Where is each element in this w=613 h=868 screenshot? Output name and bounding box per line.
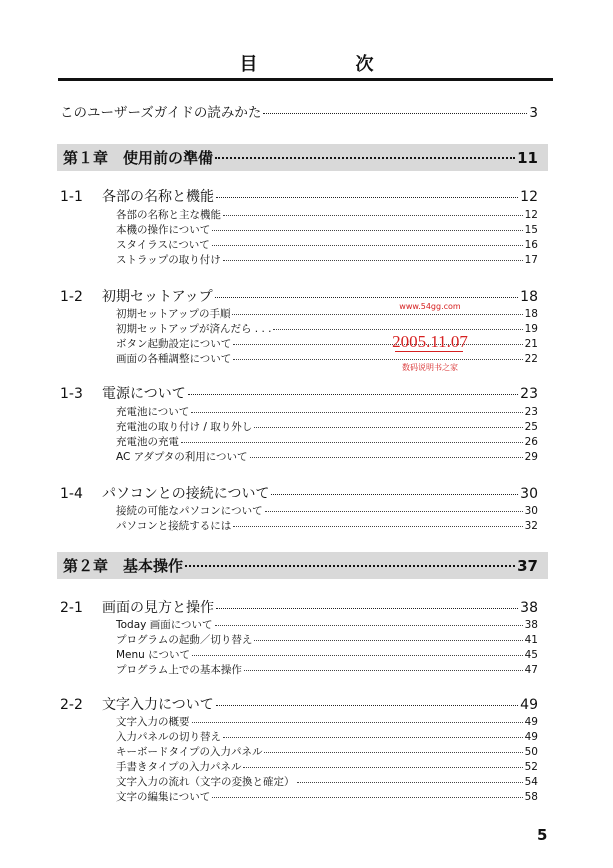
item-page: 17 — [524, 254, 538, 266]
leader-dots — [215, 625, 523, 626]
item-label: キーボードタイプの入力パネル — [116, 746, 263, 758]
leader-dots — [212, 245, 523, 246]
item-page: 29 — [524, 451, 538, 463]
leader-dots — [233, 526, 522, 527]
toc-section[interactable] — [60, 186, 538, 206]
toc-item[interactable] — [116, 404, 538, 419]
item-label: 接続の可能なパソコンについて — [116, 505, 263, 517]
section-label: 各部の名称と機能 — [102, 189, 214, 205]
item-label: AC アダプタの利用について — [116, 451, 248, 463]
toc-item[interactable] — [116, 774, 538, 789]
item-page: 38 — [524, 619, 538, 631]
toc-item[interactable] — [116, 252, 538, 267]
leader-dots — [215, 297, 519, 298]
item-label: ストラップの取り付け — [116, 254, 221, 266]
leader-dots — [188, 394, 518, 395]
toc-section[interactable] — [60, 483, 538, 503]
leader-dots — [232, 314, 522, 315]
leader-dots — [265, 511, 523, 512]
item-label: Menu について — [116, 649, 190, 661]
toc-section[interactable] — [60, 383, 538, 403]
item-page: 54 — [524, 776, 538, 788]
leader-dots — [216, 705, 518, 706]
item-page: 26 — [524, 436, 538, 448]
section-label: 初期セットアップ — [102, 289, 213, 305]
chapter-label: 第１章 使用前の準備 — [63, 149, 214, 167]
item-page: 45 — [524, 649, 538, 661]
chapter-page: 11 — [517, 149, 538, 167]
item-page: 25 — [524, 421, 538, 433]
stamp-name: 数码说明书之家 — [402, 363, 458, 372]
item-page: 47 — [524, 664, 538, 676]
leader-dots — [254, 427, 522, 428]
toc-chapter-2[interactable] — [63, 555, 538, 576]
item-page: 49 — [524, 716, 538, 728]
section-page: 38 — [520, 600, 538, 616]
item-label: 本機の操作について — [116, 224, 211, 236]
leader-dots — [223, 737, 523, 738]
watermark-stamp — [387, 300, 473, 386]
item-label: 充電池について — [116, 406, 190, 418]
item-label: 初期セットアップの手順 — [116, 308, 231, 320]
section-number: 2-2 — [60, 697, 83, 713]
toc-item[interactable] — [116, 351, 538, 366]
item-page: 18 — [524, 308, 538, 320]
toc-item[interactable] — [116, 237, 538, 252]
toc-item[interactable] — [116, 714, 538, 729]
item-label: 文字の編集について — [116, 791, 211, 803]
title-rule — [58, 78, 553, 81]
toc-section[interactable] — [60, 597, 538, 617]
toc-item[interactable] — [116, 207, 538, 222]
page-title: 目 次 — [239, 54, 414, 75]
leader-dots — [215, 157, 515, 159]
leader-dots — [216, 197, 518, 198]
item-page: 21 — [524, 338, 538, 350]
leader-dots — [212, 797, 522, 798]
section-number: 1-2 — [60, 289, 83, 305]
leader-dots — [271, 494, 518, 495]
toc-item[interactable] — [116, 449, 538, 464]
leader-dots — [263, 113, 527, 114]
section-label: 電源について — [102, 386, 186, 402]
leader-dots — [192, 722, 523, 723]
item-page: 32 — [524, 520, 538, 532]
toc-item[interactable] — [116, 503, 538, 518]
toc-chapter-1[interactable] — [63, 147, 538, 168]
toc-entry-page: 3 — [529, 105, 538, 121]
item-label: 入力パネルの切り替え — [116, 731, 221, 743]
item-page: 23 — [524, 406, 538, 418]
item-page: 50 — [524, 746, 538, 758]
section-page: 30 — [520, 486, 538, 502]
section-label: 画面の見方と操作 — [102, 600, 214, 616]
toc-item[interactable] — [116, 744, 538, 759]
leader-dots — [223, 215, 523, 216]
toc-item[interactable] — [116, 518, 538, 533]
leader-dots — [223, 260, 523, 261]
toc-item[interactable] — [116, 789, 538, 804]
item-label: 各部の名称と主な機能 — [116, 209, 221, 221]
item-page: 52 — [524, 761, 538, 773]
item-page: 19 — [524, 323, 538, 335]
leader-dots — [185, 565, 515, 567]
item-page: 22 — [524, 353, 538, 365]
item-label: 文字入力の流れ（文字の変換と確定） — [116, 776, 295, 788]
leader-dots — [181, 442, 523, 443]
item-page: 30 — [524, 505, 538, 517]
item-page: 16 — [524, 239, 538, 251]
leader-dots — [216, 608, 518, 609]
leader-dots — [243, 767, 522, 768]
item-label: 充電池の取り付け / 取り外し — [116, 421, 253, 433]
toc-item[interactable] — [116, 729, 538, 744]
leader-dots — [244, 670, 523, 671]
toc-section[interactable] — [60, 694, 538, 714]
item-label: プログラムの起動／切り替え — [116, 634, 253, 646]
item-label: Today 画面について — [116, 619, 213, 631]
section-number: 1-1 — [60, 189, 83, 205]
toc-item[interactable] — [116, 632, 538, 647]
section-label: パソコンとの接続について — [102, 486, 270, 502]
item-label: プログラム上での基本操作 — [116, 664, 242, 676]
toc-item[interactable] — [116, 662, 538, 677]
item-label: 文字入力の概要 — [116, 716, 190, 728]
leader-dots — [264, 752, 522, 753]
item-label: 画面の各種調整について — [116, 353, 232, 365]
page-number: 5 — [537, 826, 548, 844]
toc-item[interactable] — [116, 306, 538, 321]
section-page: 49 — [520, 697, 538, 713]
section-page: 12 — [520, 189, 538, 205]
toc-item[interactable] — [116, 759, 538, 774]
stamp-url: www.54gg.com — [399, 302, 461, 311]
item-label: 初期セットアップが済んだら . . . — [116, 323, 272, 335]
item-page: 49 — [524, 731, 538, 743]
leader-dots — [254, 640, 522, 641]
toc-item[interactable] — [116, 647, 538, 662]
section-label: 文字入力について — [102, 697, 214, 713]
leader-dots — [191, 412, 522, 413]
item-label: 充電池の充電 — [116, 436, 179, 448]
item-page: 58 — [524, 791, 538, 803]
leader-dots — [297, 782, 523, 783]
item-label: ボタン起動設定について — [116, 338, 232, 350]
item-label: 手書きタイプの入力パネル — [116, 761, 242, 773]
leader-dots — [250, 457, 523, 458]
toc-item[interactable] — [116, 617, 538, 632]
toc-entry-intro[interactable] — [60, 101, 538, 121]
section-number: 2-1 — [60, 600, 83, 616]
leader-dots — [212, 230, 522, 231]
item-label: パソコンと接続するには — [116, 520, 232, 532]
chapter-label: 第２章 基本操作 — [63, 557, 184, 575]
item-label: スタイラスについて — [116, 239, 210, 251]
toc-item[interactable] — [116, 419, 538, 434]
section-page: 18 — [520, 289, 538, 305]
section-number: 1-3 — [60, 386, 83, 402]
leader-dots — [192, 655, 523, 656]
leader-dots — [233, 344, 522, 345]
leader-dots — [233, 359, 522, 360]
toc-item[interactable] — [116, 434, 538, 449]
toc-item[interactable] — [116, 222, 538, 237]
toc-entry-label: このユーザーズガイドの読みかた — [60, 105, 262, 121]
item-page: 41 — [524, 634, 538, 646]
item-page: 12 — [524, 209, 538, 221]
section-number: 1-4 — [60, 486, 83, 502]
item-page: 15 — [524, 224, 538, 236]
section-page: 23 — [520, 386, 538, 402]
chapter-page: 37 — [517, 557, 538, 575]
stamp-date: 2005.11.07 — [392, 332, 468, 351]
